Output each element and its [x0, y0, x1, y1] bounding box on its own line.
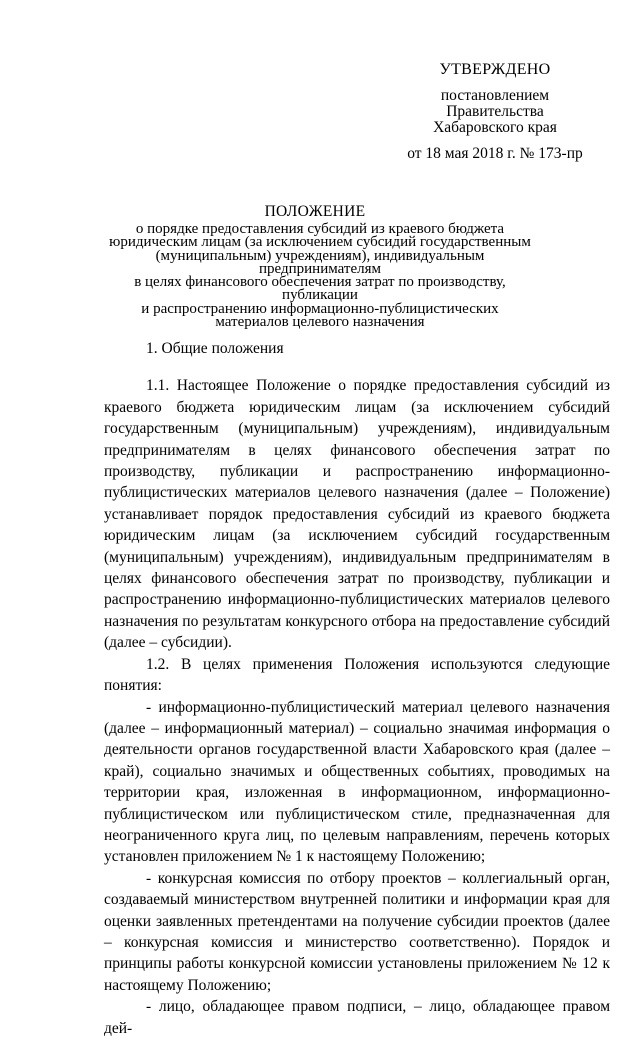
- document-subtitle: [100, 223, 540, 329]
- document-title: ПОЛОЖЕНИЕ: [264, 203, 366, 220]
- paragraph: 1.1. Настоящее Положение о порядке предоставления субсидий из краевого бюджета юридическим лицам (за исключением субсидий государственным (муниципальным) учреждениям), индивидуальным предпринимателям в целях финансового обеспечения затрат по производству, публикации и распространению информационно-публицистических материалов целевого назначения (далее – Положение) устанавливает порядок предоставления субсидий из краевого бюджета юридическим лицам (за исключением субсидий государственным (муниципальным) учреждениям), индивидуальным предпринимателям в целях финансового обеспечения затрат по производству, публикации и распространению информационно-публицистических материалов целевого назначения по результатам конкурсного отбора на предоставление субсидий (далее – субсидии).: [104, 377, 610, 652]
- subtitle-line: о порядке предоставления субсидий из краевого бюджета: [135, 221, 505, 237]
- subtitle-line: и распространению информационно-публицистических: [141, 300, 499, 317]
- subtitle-line: в целях финансового обеспечения затрат по производству, публикации: [134, 274, 506, 304]
- paragraph: - конкурсная комиссия по отбору проектов – коллегиальный орган, создаваемый министерством внутренней политики и информации края для оценки заявленных претендентами на получение субсидии проектов (далее – конкурсная комиссия и министерство соответственно). Порядок и принципы работы конкурсной комиссии установлены приложением № 12 к настоящему Положению;: [104, 869, 610, 994]
- approval-line: Хабаровского края: [433, 119, 557, 136]
- paragraph: - информационно-публицистический материал целевого назначения (далее – информационный материал) – социально значимая информация о деятельности органов государственной власти Хабаровского края (далее – край), социально значимых и общественных событиях, проводимых на территории края, изложенная в информационном, информационно-публицистическом или публицистическом стиле, предназначенная для неограниченного круга лиц, по целевым направлениям, перечень которых установлен приложением № 1 к настоящему Положению;: [104, 698, 610, 866]
- paragraph: - лицо, обладающее правом подписи, – лицо, обладающее правом дей-: [104, 998, 610, 1037]
- subtitle-line: юридическим лицам (за исключением субсидий государственным: [109, 234, 531, 251]
- document-body: [104, 338, 610, 1039]
- section-heading: 1. Общие положения: [146, 340, 284, 357]
- approval-line: Правительства: [446, 103, 544, 120]
- paragraph: 1.2. В целях применения Положения используются следующие понятия:: [104, 655, 610, 695]
- subtitle-line: материалов целевого назначения: [215, 314, 425, 331]
- approval-line: постановлением: [440, 87, 550, 104]
- subtitle-line: (муниципальным) учреждениям), индивидуальным предпринимателям: [155, 247, 485, 277]
- approval-title: УТВЕРЖДЕНО: [439, 61, 551, 78]
- approval-date: от 18 мая 2018 г. № 173-пр: [407, 145, 583, 162]
- approval-stamp: [390, 62, 600, 162]
